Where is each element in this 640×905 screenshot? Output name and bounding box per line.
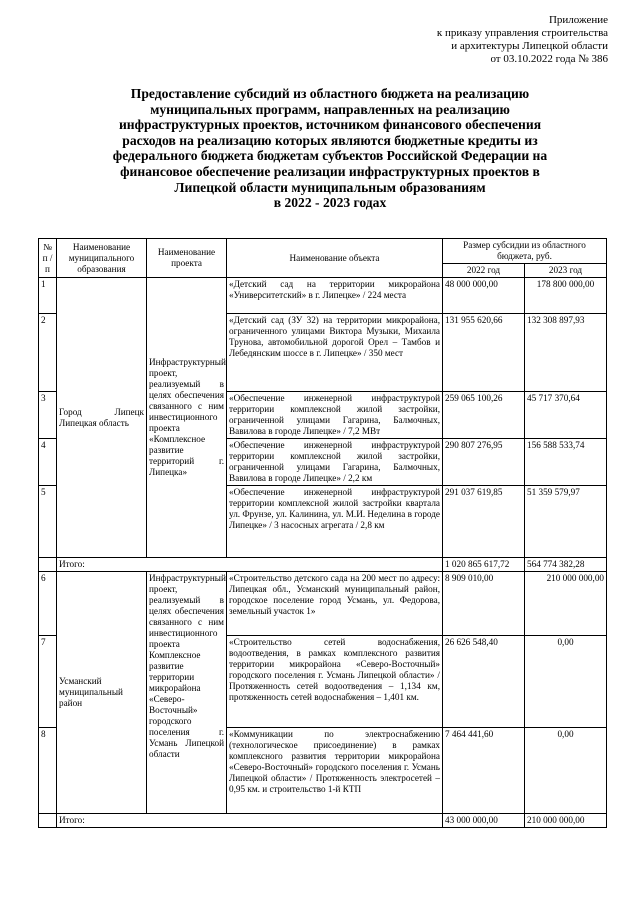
row-number: 4: [39, 439, 57, 486]
subsidy-2022-cell: 48 000 000,00: [443, 278, 525, 314]
municipality-cell: Город Липецк Липецкая область: [57, 278, 147, 558]
title-line: Липецкой области муниципальным образованиям: [174, 179, 486, 195]
row-number: 8: [39, 728, 57, 814]
subsidy-table: [38, 238, 607, 828]
municipality-cell: Усманский муниципальный район: [57, 572, 147, 814]
title-line: Предоставление субсидий из областного бюджета на реализацию: [130, 86, 530, 101]
object-cell: «Строительство сетей водоснабжения, водоотведения, в рамках комплексного развития территории микрорайона «Северо-Восточный» городского поселения г. Усмань Липецкой области» / Протяженность сетей водоотведения – 1,134 км, протяженность сетей водоснабжения – 1,401 км.: [227, 636, 443, 728]
appendix-block: [348, 14, 608, 66]
appendix-line: от 03.10.2022 года № 386: [490, 53, 608, 65]
object-cell: «Обеспечение инженерной инфраструктурой территории комплексной жилой застройки квартала ул. Фрунзе, ул. Калинина, ул. М.И. Неделина в городе Липецке» / 3 насосных агрегата / 2,8 км: [227, 486, 443, 558]
total-label: Итого:: [57, 558, 443, 572]
subsidy-2022-cell: 131 955 620,66: [443, 314, 525, 392]
project-cell: Инфраструктурный проект, реализуемый в целях обеспечения связанного с ним инвестиционного проекта Комплексное развитие территории микрорайона «Северо-Восточный» городского поселения г. Усмань Липецкой области: [147, 572, 227, 814]
subsidy-2022-cell: 259 065 100,26: [443, 392, 525, 439]
subsidy-2023-cell: 210 000 000,00: [525, 572, 607, 636]
subsidy-2023-cell: 178 800 000,00: [525, 278, 607, 314]
total-2022-cell: 1 020 865 617,72: [443, 558, 525, 572]
appendix-line: к приказу управления строительства: [436, 27, 608, 39]
title-line: в 2022 - 2023 годах: [273, 195, 387, 211]
header-municipality: Наименование муниципального образования: [57, 239, 147, 278]
subsidy-2023-cell: 156 588 533,74: [525, 439, 607, 486]
total-2023-cell: 564 774 382,28: [525, 558, 607, 572]
header-object: Наименование объекта: [227, 239, 443, 278]
header-year-2023: 2023 год: [525, 264, 607, 278]
document-title: [60, 86, 600, 211]
header-year-2022: 2022 год: [443, 264, 525, 278]
row-number: 2: [39, 314, 57, 392]
title-line: инфраструктурных проектов, источником финансового обеспечения: [118, 117, 542, 133]
subsidy-2023-cell: 132 308 897,93: [525, 314, 607, 392]
object-cell: «Коммуникации по электроснабжению (технологическое присоединение) в рамках комплексного развития территории микрорайона «Северо-Восточный» городского поселения г. Усмань Липецкой области» / Протяженность электросетей – 0,95 км. и строительство 1-й КТП: [227, 728, 443, 814]
object-cell: «Детский сад на территории микрорайона «Университетский» в г. Липецке» / 224 места: [227, 278, 443, 314]
total-row: [39, 814, 607, 828]
title-line: расходов на реализацию которых являются бюджетные кредиты из: [122, 132, 538, 148]
total-label: Итого:: [57, 814, 443, 828]
row-number: 1: [39, 278, 57, 314]
header-project: Наименование проекта: [147, 239, 227, 278]
row-number: 3: [39, 392, 57, 439]
total-2022-cell: 43 000 000,00: [443, 814, 525, 828]
object-cell: «Обеспечение инженерной инфраструктурой территории комплексной жилой застройки, ограниченной улицами Гагарина, Балмочных, Вавилова в городе Липецке» / 7,2 МВт: [227, 392, 443, 439]
title-line: федерального бюджета бюджетам субъектов Российской Федерации на: [112, 148, 548, 164]
table-row: [39, 278, 607, 314]
appendix-line: Приложение: [548, 14, 608, 26]
object-cell: «Строительство детского сада на 200 мест по адресу: Липецкая обл., Усманский муниципальный район, городское поселение город Усмань, ул. Федорова, земельный участок 1»: [227, 572, 443, 636]
subsidy-2022-cell: 290 807 276,95: [443, 439, 525, 486]
table-row: [39, 572, 607, 636]
row-number: 6: [39, 572, 57, 636]
subsidy-2022-cell: 291 037 619,85: [443, 486, 525, 558]
title-line: муниципальных программ, направленных на реализацию: [150, 101, 510, 117]
subsidy-2023-cell: 0,00: [525, 636, 607, 728]
appendix-line: и архитектуры Липецкой области: [451, 40, 608, 52]
object-cell: «Детский сад (ЗУ 32) на территории микрорайона, ограниченного улицами Виктора Музыки, Михаила Трунова, автомобильной дорогой Орел – Тамбов и Лебедянским шоссе в г. Липецке» / 350 мест: [227, 314, 443, 392]
header-row: [39, 239, 607, 264]
total-2023-cell: 210 000 000,00: [525, 814, 607, 828]
title-line: финансовое обеспечение реализации инфраструктурных проектов в: [120, 163, 540, 179]
subsidy-2023-cell: 51 359 579,97: [525, 486, 607, 558]
subsidy-2023-cell: 45 717 370,64: [525, 392, 607, 439]
subsidy-2022-cell: 7 464 441,60: [443, 728, 525, 814]
total-row: [39, 558, 607, 572]
subsidy-2022-cell: 26 626 548,40: [443, 636, 525, 728]
project-cell: Инфраструктурный проект, реализуемый в целях обеспечения связанного с ним инвестиционного проекта «Комплексное развитие территорий г. Липецка»: [147, 278, 227, 558]
header-subsidy: Размер субсидии из областного бюджета, руб.: [443, 239, 607, 264]
row-number: 5: [39, 486, 57, 558]
object-cell: «Обеспечение инженерной инфраструктурой территории комплексной жилой застройки, ограниченной улицами Гагарина, Балмочных, Вавилова в городе Липецке» / 2,2 км: [227, 439, 443, 486]
subsidy-2023-cell: 0,00: [525, 728, 607, 814]
subsidy-2022-cell: 8 909 010,00: [443, 572, 525, 636]
header-num: № п / п: [39, 239, 57, 278]
row-number: 7: [39, 636, 57, 728]
